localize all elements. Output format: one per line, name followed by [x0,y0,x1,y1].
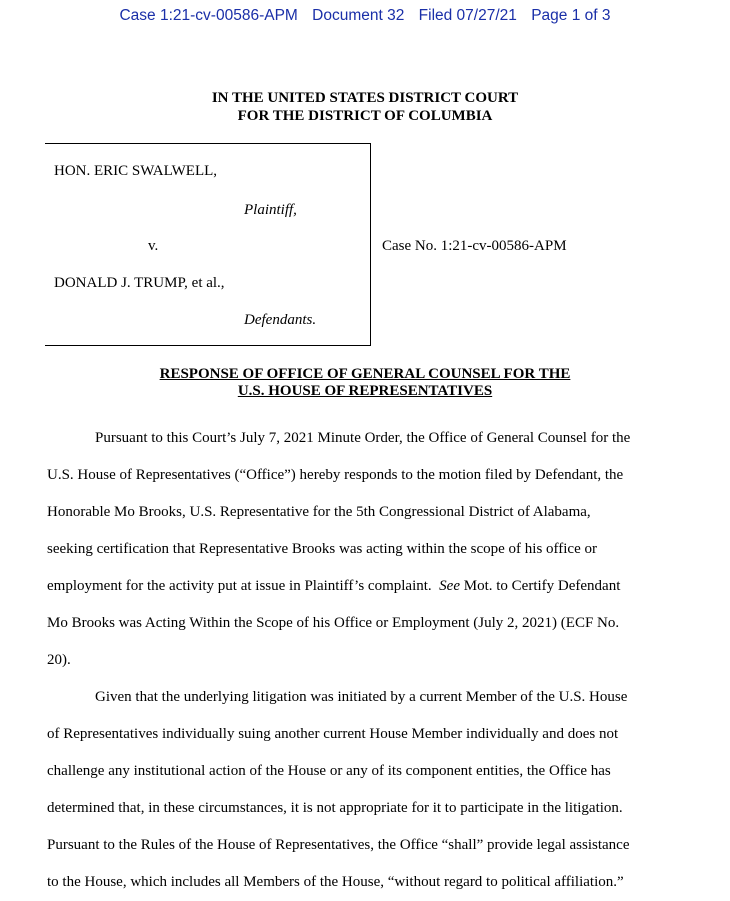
case-number: Case No. 1:21-cv-00586-APM [382,238,567,254]
p2-line: Pursuant to the Rules of the House of Representatives, the Office “shall” provide legal assistance [47,837,630,853]
defendant-name: DONALD J. TRUMP, et al., [54,275,225,291]
document-title [0,366,730,400]
p2-line: of Representatives individually suing another current House Member individually and does not [47,726,619,742]
p1-line: Honorable Mo Brooks, U.S. Representative for the 5th Congressional District of Alabama, [47,504,591,520]
p1-line: U.S. House of Representatives (“Office”) hereby responds to the motion filed by Defendant, the [47,467,624,483]
p1-line-text: employment for the activity put at issue in Plaintiff’s complaint. [47,578,432,594]
paragraph-1 [47,420,677,679]
title-line-2: U.S. HOUSE OF REPRESENTATIVES [237,383,493,399]
filing-stamp [0,7,730,25]
stamp-case-number: Case 1:21-cv-00586-APM [119,7,298,24]
p2-line: challenge any institutional action of the House or any of its component entities, the Office has [47,763,611,779]
p1-line: Pursuant to this Court’s July 7, 2021 Minute Order, the Office of General Counsel for the [95,430,631,446]
see-signal: See [439,578,460,594]
p2-line: Given that the underlying litigation was initiated by a current Member of the U.S. House [95,689,628,705]
title-line-1: RESPONSE OF OFFICE OF GENERAL COUNSEL FOR THE [159,366,571,382]
p2-line: to the House, which includes all Members of the House, “without regard to political affiliation.” [47,874,624,890]
p1-line: seeking certification that Representative Brooks was acting within the scope of his office or [47,541,597,557]
document-body [47,420,677,901]
p1-line: Mo Brooks was Acting Within the Scope of his Office or Employment (July 2, 2021) (ECF No. [47,615,620,631]
citation-text: Mot. to Certify Defendant [463,578,621,594]
stamp-filed-date: Filed 07/27/21 [418,7,517,24]
court-heading [0,89,730,125]
court-district-line: FOR THE DISTRICT OF COLUMBIA [237,108,493,124]
stamp-page-number: Page 1 of 3 [531,7,611,24]
stamp-document-number: Document 32 [312,7,405,24]
p1-line: 20). [47,652,71,668]
p2-line: determined that, in these circumstances, it is not appropriate for it to participate in the litigation. [47,800,623,816]
plaintiff-name: HON. ERIC SWALWELL, [54,163,218,179]
plaintiff-label: Plaintiff, [244,202,297,218]
court-name-line: IN THE UNITED STATES DISTRICT COURT [211,90,519,106]
defendant-label: Defendants. [244,312,317,328]
versus-label: v. [148,238,159,254]
p1-line [47,568,677,605]
paragraph-2 [47,679,677,901]
